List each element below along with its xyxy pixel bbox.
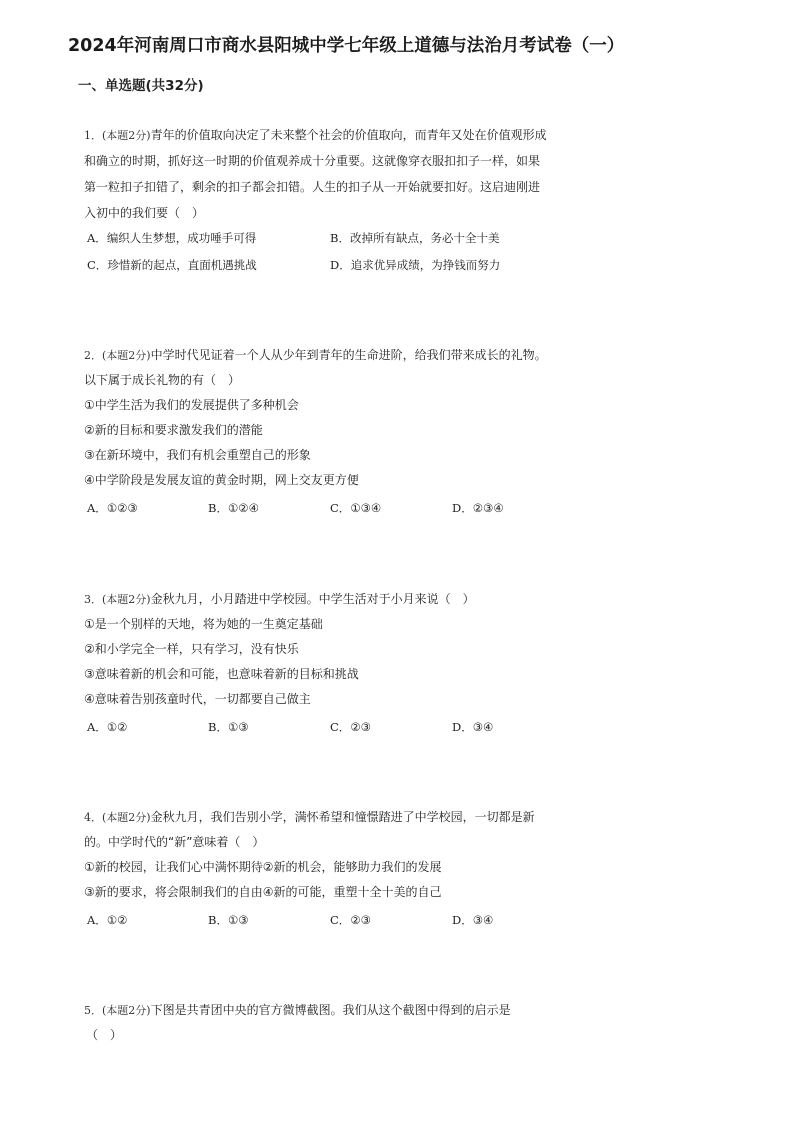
statement-3: ③在新环境中，我们有机会重塑自己的形象 xyxy=(84,448,311,462)
question-stem-line: （ ） xyxy=(86,1028,123,1042)
stem-text: 青年的价值取向决定了未来整个社会的价值取向，而青年又处在价值观形成 xyxy=(150,128,547,142)
statement-line: ①新的校园，让我们心中满怀期待②新的机会，能够助力我们的发展 xyxy=(84,860,442,874)
stem-text: 中学时代见证着一个人从少年到青年的生命进阶，给我们带来成长的礼物。 xyxy=(150,348,547,362)
question-stem-line: 和确立的时期，抓好这一时期的价值观养成十分重要。这就像穿衣服扣扣子一样，如果 xyxy=(84,154,541,168)
stem-text: 金秋九月，小月踏进中学校园。中学生活对于小月来说（ ） xyxy=(150,592,475,606)
option-b[interactable]: B．①③ xyxy=(208,913,249,927)
question-stem-line xyxy=(84,346,547,365)
question-number: 4． xyxy=(84,811,102,824)
stem-text: 金秋九月，我们告别小学，满怀希望和憧憬踏进了中学校园，一切都是新 xyxy=(150,810,535,824)
question-number: 1． xyxy=(84,129,102,142)
option-c[interactable]: C．珍惜新的起点，直面机遇挑战 xyxy=(87,258,257,272)
question-number: 2． xyxy=(84,349,102,362)
question-stem-line xyxy=(84,590,475,609)
statement-4: ④中学阶段是发展友谊的黄金时期，网上交友更方便 xyxy=(84,473,359,487)
statement-4: ④意味着告别孩童时代，一切都要自己做主 xyxy=(84,692,311,706)
statement-3: ③意味着新的机会和可能，也意味着新的目标和挑战 xyxy=(84,667,359,681)
stem-text: 下图是共青团中央的官方微博截图。我们从这个截图中得到的启示是 xyxy=(150,1003,511,1017)
question-stem-line xyxy=(84,808,535,827)
statement-2: ②和小学完全一样，只有学习，没有快乐 xyxy=(84,642,299,656)
question-stem-line: 入初中的我们要（ ） xyxy=(84,206,205,220)
option-d[interactable]: D．追求优异成绩，为挣钱而努力 xyxy=(330,258,501,272)
score-tag: (本题2分) xyxy=(102,349,151,362)
option-d[interactable]: D．③④ xyxy=(452,913,494,927)
score-tag: (本题2分) xyxy=(102,593,151,606)
option-c[interactable]: C．①③④ xyxy=(330,501,382,515)
option-a[interactable]: A．编织人生梦想，成功唾手可得 xyxy=(87,231,257,245)
exam-title: 2024年河南周口市商水县阳城中学七年级上道德与法治月考试卷（一） xyxy=(68,36,625,56)
option-a[interactable]: A．①② xyxy=(87,913,128,927)
statement-2: ②新的目标和要求激发我们的潜能 xyxy=(84,423,263,437)
score-tag: (本题2分) xyxy=(102,811,151,824)
option-b[interactable]: B．改掉所有缺点，务必十全十美 xyxy=(330,231,500,245)
option-c[interactable]: C．②③ xyxy=(330,720,371,734)
option-b[interactable]: B．①③ xyxy=(208,720,249,734)
statement-1: ①是一个别样的天地，将为她的一生奠定基础 xyxy=(84,617,323,631)
option-d[interactable]: D．③④ xyxy=(452,720,494,734)
question-stem-line xyxy=(84,126,547,145)
option-d[interactable]: D．②③④ xyxy=(452,501,504,515)
question-stem-line xyxy=(84,1001,511,1020)
option-c[interactable]: C．②③ xyxy=(330,913,371,927)
option-b[interactable]: B．①②④ xyxy=(208,501,259,515)
statement-1: ①中学生活为我们的发展提供了多种机会 xyxy=(84,398,299,412)
question-stem-line: 第一粒扣子扣错了，剩余的扣子都会扣错。人生的扣子从一开始就要扣好。这启迪刚进 xyxy=(84,180,541,194)
score-tag: (本题2分) xyxy=(102,1004,151,1017)
question-stem-line: 以下属于成长礼物的有（ ） xyxy=(84,373,241,387)
statement-line: ③新的要求，将会限制我们的自由④新的可能，重塑十全十美的自己 xyxy=(84,885,442,899)
score-tag: (本题2分) xyxy=(102,129,151,142)
option-a[interactable]: A．①②③ xyxy=(87,501,138,515)
question-number: 3． xyxy=(84,593,102,606)
section-heading: 一、单选题(共32分) xyxy=(78,78,204,94)
question-stem-line: 的。中学时代的“新”意味着（ ） xyxy=(84,835,265,849)
question-number: 5． xyxy=(84,1004,102,1017)
option-a[interactable]: A．①② xyxy=(87,720,128,734)
